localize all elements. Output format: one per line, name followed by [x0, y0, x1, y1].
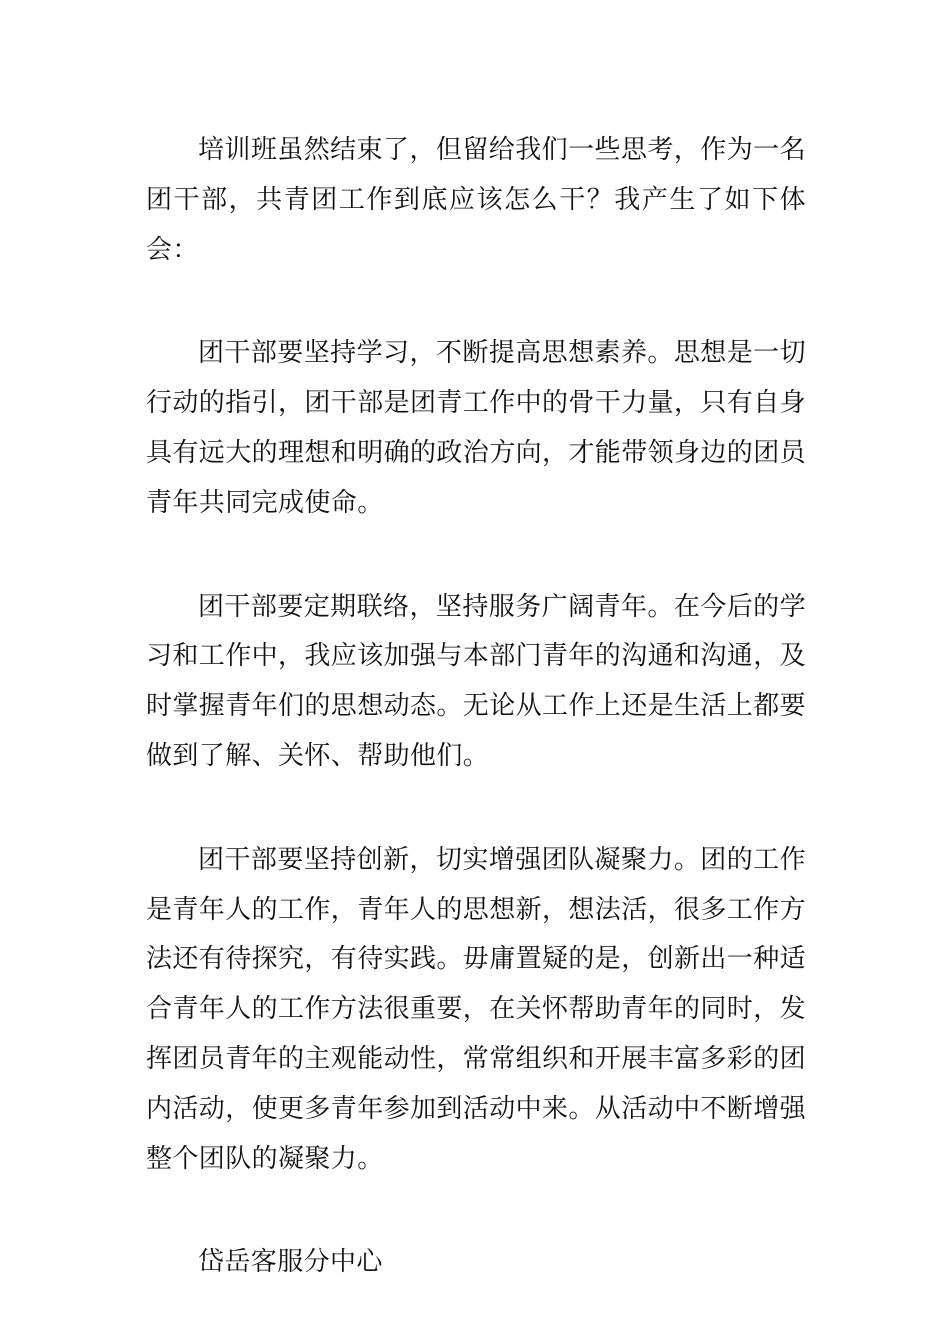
paragraph-intro: 培训班虽然结束了，但留给我们一些思考，作为一名团干部，共青团工作到底应该怎么干？我产生了如下体会：	[146, 135, 806, 265]
paragraph-gap	[146, 529, 806, 583]
paragraph-contact: 团干部要定期联络，坚持服务广阔青年。在今后的学习和工作中，我应该加强与本部门青年的沟通和沟通，及时掌握青年们的思想动态。无论从工作上还是生活上都要做到了解、关怀、帮助他们。	[146, 591, 807, 771]
paragraph-innovation: 团干部要坚持创新，切实增强团队凝聚力。团的工作是青年人的工作，青年人的思想新，想法活，很多工作方法还有待探究，有待实践。毋庸置疑的是，创新出一种适合青年人的工作方法很重要，在关怀帮助青年的同时，发挥团员青年的主观能动性，常常组织和开展丰富多彩的团内活动，使更多青年参加到活动中来。从活动中不断增强整个团队的凝聚力。	[146, 844, 807, 1174]
paragraph-study: 团干部要坚持学习，不断提高思想素养。思想是一切行动的指引，团干部是团青工作中的骨干力量，只有自身具有远大的理想和明确的政治方向，才能带领身边的团员青年共同完成使命。	[146, 338, 807, 518]
paragraph-gap	[146, 782, 806, 836]
paragraph-gap	[146, 275, 806, 329]
signature: 岱岳客服分中心	[198, 1247, 383, 1278]
paragraph-gap	[146, 1184, 806, 1238]
document-page	[146, 126, 806, 1288]
